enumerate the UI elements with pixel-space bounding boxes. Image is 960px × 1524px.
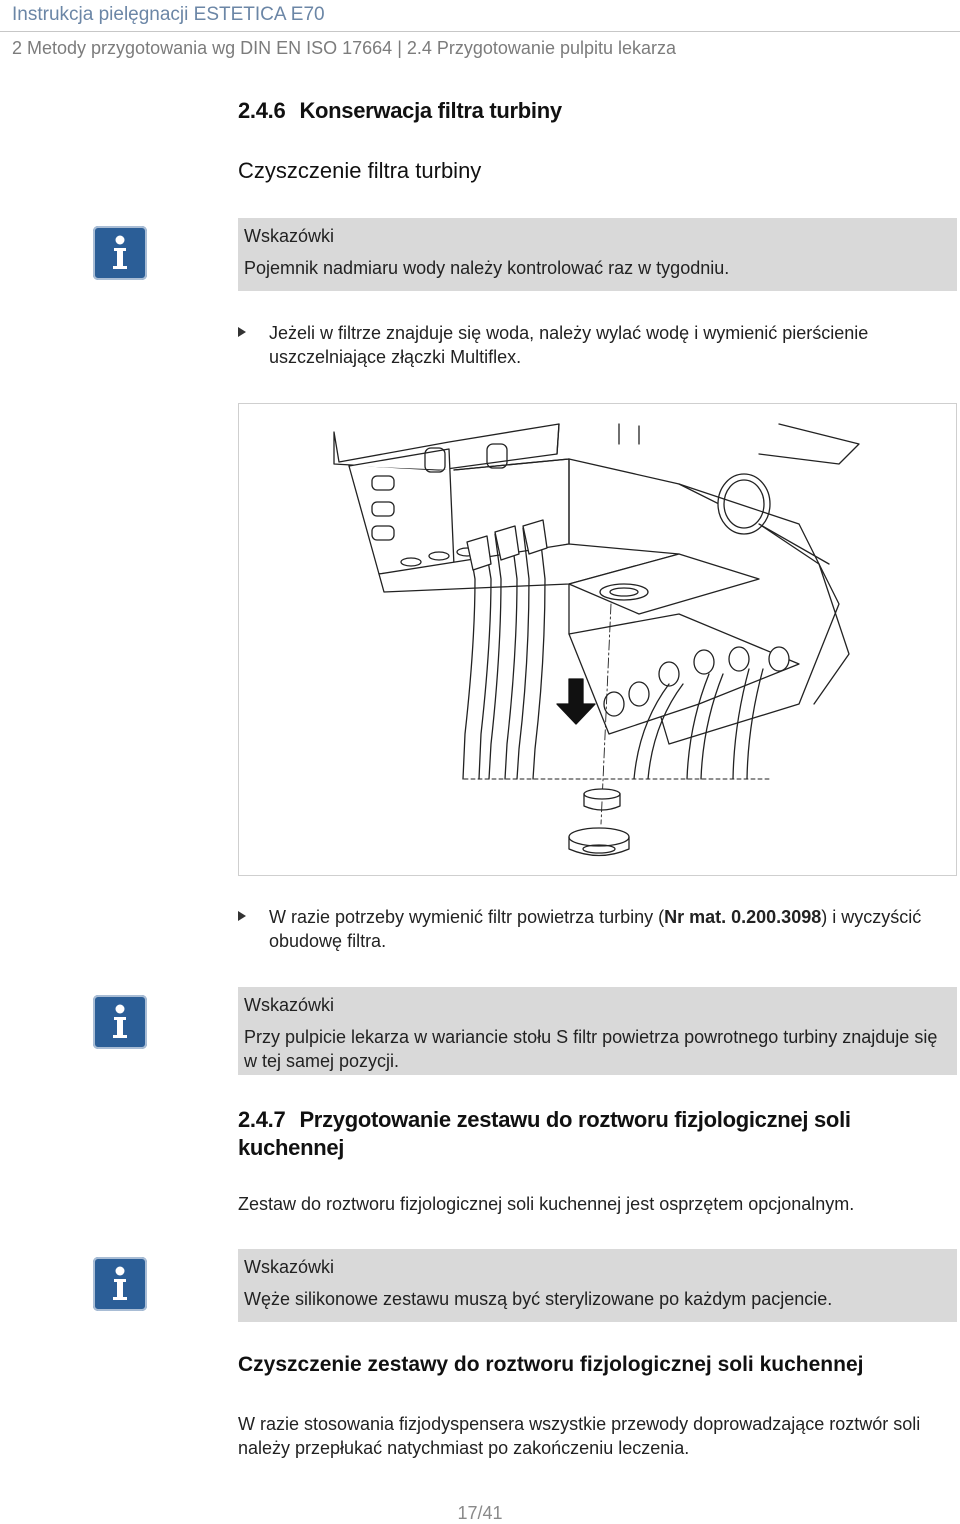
section-title: Konserwacja filtra turbiny xyxy=(299,98,562,123)
cleaning-paragraph: W razie stosowania fizjodyspensera wszystkie przewody doprowadzające roztwór soli należy przepłukać natychmiast po zakończeniu leczenia. xyxy=(238,1414,921,1458)
section-number: 2.4.6 xyxy=(238,98,286,123)
section-number: 2.4.7 xyxy=(238,1107,286,1132)
subheading-filter-cleaning: Czyszczenie filtra turbiny xyxy=(238,158,482,183)
bullet-text-part: ) i wyczyścić obudowę filtra. xyxy=(269,907,922,951)
note-box xyxy=(238,987,957,1075)
note-box xyxy=(238,1249,957,1322)
bullet-item xyxy=(238,905,938,953)
bullet-text: Jeżeli w filtrze znajduje się woda, należy wylać wodę i wymienić pierścienie uszczelniające złączki Multiflex. xyxy=(269,323,869,367)
bullet-item xyxy=(238,321,938,369)
section-heading-246 xyxy=(238,98,562,124)
header-divider xyxy=(0,31,960,32)
intro-paragraph: Zestaw do roztworu fizjologicznej soli kuchennej jest osprzętem opcjonalnym. xyxy=(238,1194,855,1214)
bullet-text xyxy=(269,905,938,953)
bullet-text-part: W razie potrzeby wymienić filtr powietrza turbiny ( xyxy=(269,907,665,927)
technical-illustration xyxy=(238,403,957,876)
info-icon xyxy=(93,995,147,1049)
material-number: Nr mat. 0.200.3098 xyxy=(664,907,822,927)
info-icon xyxy=(93,1257,147,1311)
page-number: 17/41 xyxy=(457,1503,503,1523)
subheading-cleaning-set: Czyszczenie zestawy do roztworu fizjologicznej soli kuchennej xyxy=(238,1353,864,1376)
note-title: Wskazówki xyxy=(244,226,335,246)
note-box xyxy=(238,218,957,291)
section-heading-247 xyxy=(238,1106,928,1162)
bullet-arrow-icon xyxy=(238,327,246,337)
bullet-arrow-icon xyxy=(238,911,246,921)
document-title: Instrukcja pielęgnacji ESTETICA E70 xyxy=(12,4,325,25)
breadcrumb: 2 Metody przygotowania wg DIN EN ISO 17664 | 2.4 Przygotowanie pulpitu lekarza xyxy=(12,38,677,58)
note-text: Węże silikonowe zestawu muszą być sterylizowane po każdym pacjencie. xyxy=(244,1289,833,1309)
info-icon xyxy=(93,226,147,280)
note-title: Wskazówki xyxy=(244,995,335,1015)
section-title: Przygotowanie zestawu do roztworu fizjologicznej soli kuchennej xyxy=(238,1107,851,1160)
note-text: Przy pulpicie lekarza w wariancie stołu S filtr powietrza powrotnego turbiny znajduje się w tej samej pozycji. xyxy=(244,1027,938,1071)
note-text: Pojemnik nadmiaru wody należy kontrolować raz w tygodniu. xyxy=(244,258,730,278)
note-title: Wskazówki xyxy=(244,1257,335,1277)
